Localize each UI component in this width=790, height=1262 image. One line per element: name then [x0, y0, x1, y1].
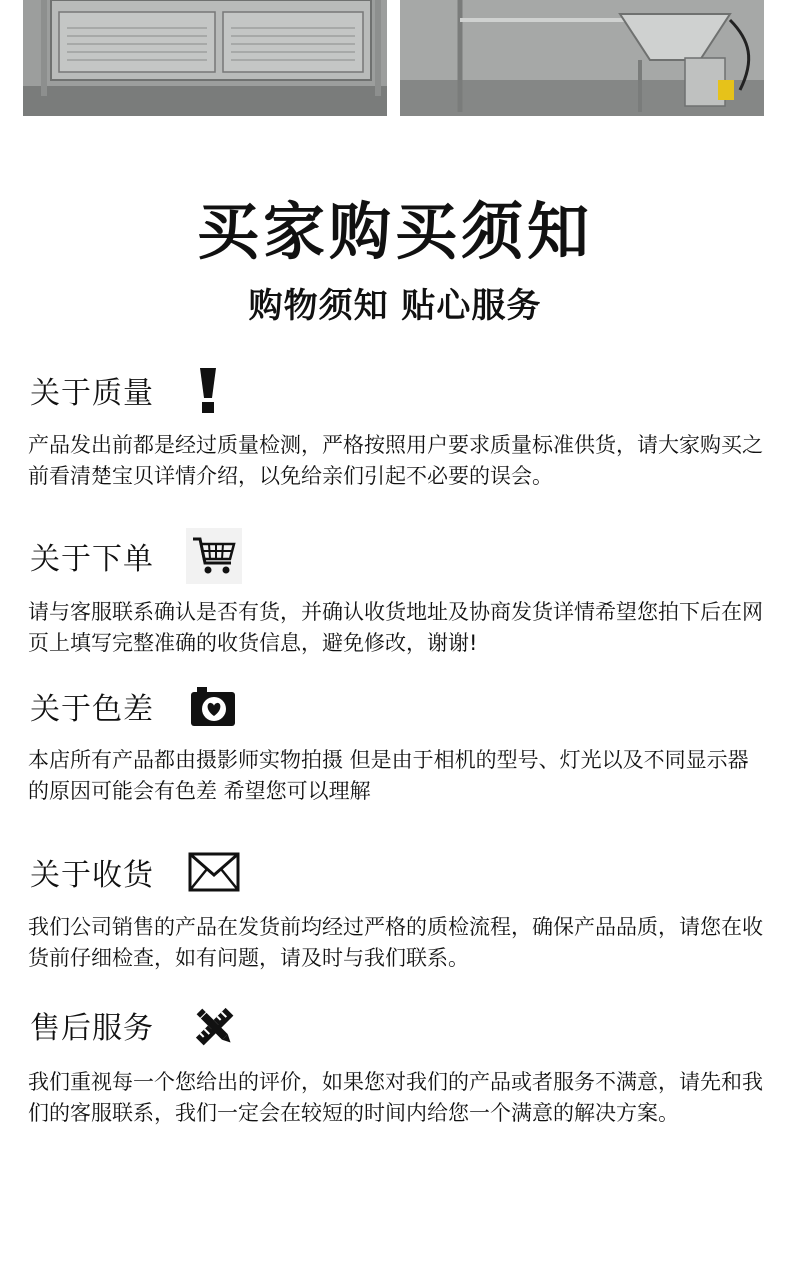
section-color-body: 本店所有产品都由摄影师实物拍摄 但是由于相机的型号、灯光以及不同显示器的原因可能会有色差 希望您可以理解 — [28, 748, 749, 803]
section-order-body: 请与客服联系确认是否有货，并确认收货地址及协商发货详情希望您拍下后在网页上填写完整准确的收货信息，避免修改，谢谢! — [28, 600, 763, 655]
machine-photo-right — [400, 0, 764, 116]
exclamation-icon — [180, 362, 236, 418]
product-photo-strip — [0, 0, 790, 118]
machine-photo-left — [23, 0, 387, 116]
section-quality-title: 关于质量 — [30, 376, 154, 411]
page-title: 买家购买须知 — [196, 195, 593, 268]
section-receive-title: 关于收货 — [30, 858, 154, 893]
section-color-header — [30, 678, 154, 734]
section-aftersales-header — [30, 997, 154, 1053]
shopping-cart-icon — [186, 528, 242, 584]
section-color-title: 关于色差 — [30, 692, 154, 727]
section-aftersales-body: 我们重视每一个您给出的评价，如果您对我们的产品或者服务不满意，请先和我们的客服联系，我们一定会在较短的时间内给您一个满意的解决方案。 — [28, 1070, 763, 1125]
section-order-header — [30, 528, 154, 584]
section-order-title: 关于下单 — [30, 542, 154, 577]
section-receive-body: 我们公司销售的产品在发货前均经过严格的质检流程，确保产品品质，请您在收货前仔细检查，如有问题，请及时与我们联系。 — [28, 915, 763, 970]
page-subtitle: 购物须知 贴心服务 — [248, 286, 542, 326]
section-aftersales-title: 售后服务 — [30, 1011, 154, 1046]
section-quality-header — [30, 362, 154, 418]
envelope-icon — [186, 844, 242, 900]
section-receive-header — [30, 844, 154, 900]
pencil-ruler-icon — [187, 999, 243, 1055]
section-quality-body: 产品发出前都是经过质量检测，严格按照用户要求质量标准供货，请大家购买之前看清楚宝贝详情介绍，以免给亲们引起不必要的误会。 — [28, 433, 763, 488]
camera-heart-icon — [185, 678, 241, 734]
